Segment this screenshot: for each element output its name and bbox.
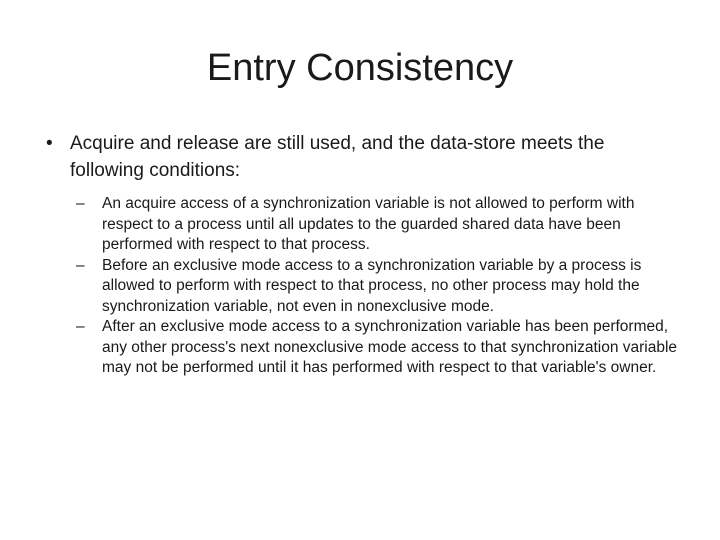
sub-bullet-list: [76, 194, 680, 379]
bullet-text: Acquire and release are still used, and the data-store meets the following conditions:: [70, 133, 605, 181]
slide-title: Entry Consistency: [206, 47, 514, 89]
sub-bullet-text: An acquire access of a synchronization variable is not allowed to perform with respect to a process until all updates to the guarded shared data have been performed with respect to that process.: [102, 195, 635, 253]
sub-bullet-3: [76, 317, 680, 379]
main-bullet: [46, 130, 666, 184]
sub-bullet-text: Before an exclusive mode access to a synchronization variable by a process is allowed to perform with respect to that process, no other process may hold the synchronization variable, not even in nonexclusive mode.: [102, 256, 642, 315]
sub-bullet-text: After an exclusive mode access to a synchronization variable has been performed, any other process's next nonexclusive mode access to that synchronization variable may not be performed until it has performed with respect to that variable's owner.: [102, 318, 678, 376]
sub-bullet-1: [76, 194, 680, 256]
dash-marker: –: [76, 195, 85, 212]
dash-marker: –: [76, 318, 85, 335]
sub-bullet-2: [76, 256, 680, 318]
bullet-marker: •: [46, 133, 53, 154]
dash-marker: –: [76, 256, 85, 274]
